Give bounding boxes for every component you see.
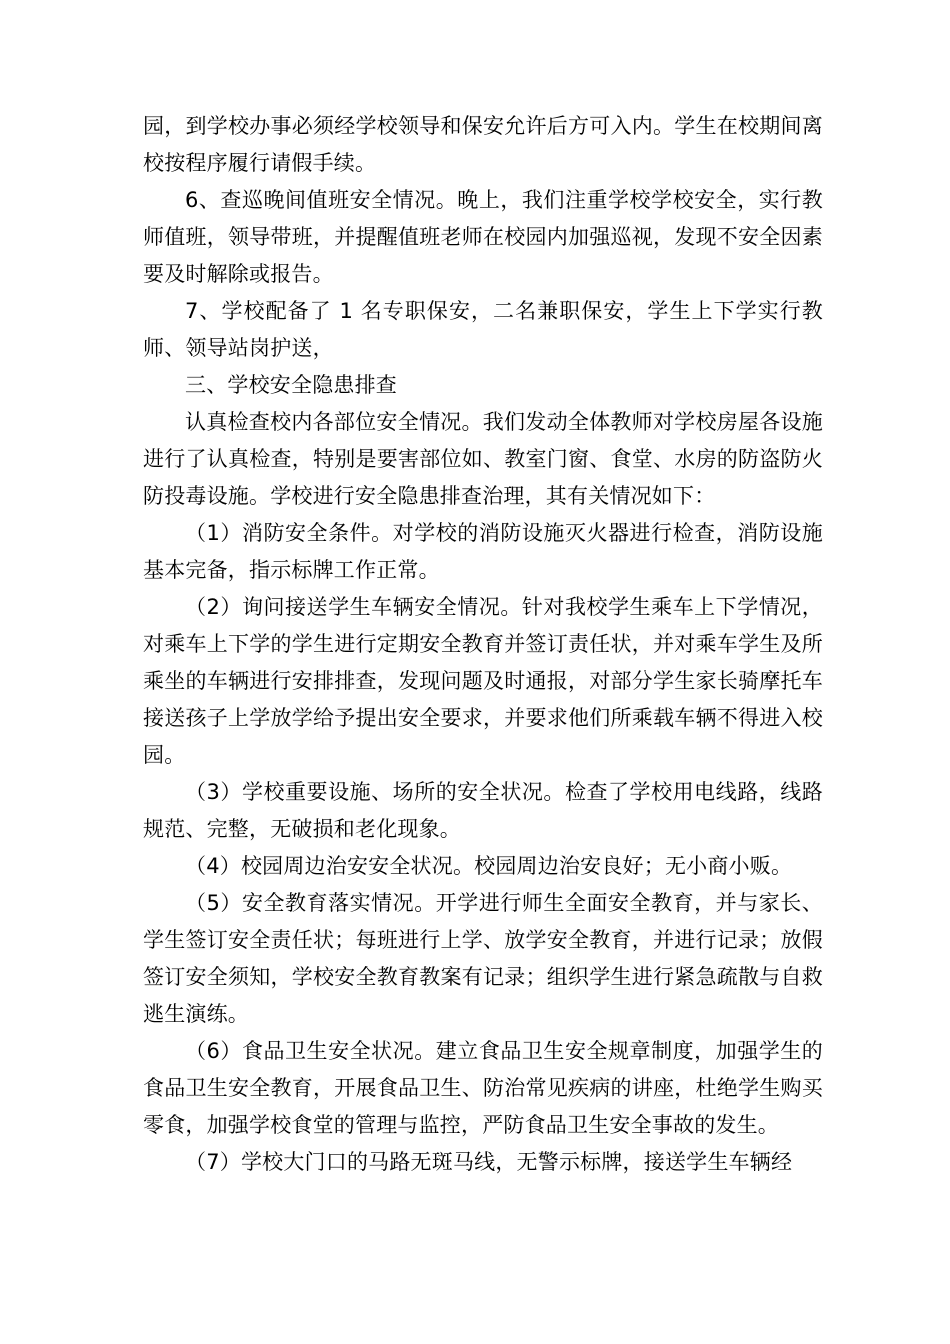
document-body xyxy=(143,108,823,1181)
paragraph-subitem-3: （3）学校重要设施、场所的安全状况。检查了学校用电线路，线路规范、完整，无破损和老化现象。 xyxy=(143,780,823,841)
paragraph-subitem-5: （5）安全教育落实情况。开学进行师生全面安全教育，并与家长、学生签订安全责任状；每班进行上学、放学安全教育，并进行记录；放假签订安全须知，学校安全教育教案有记录；组织学生进行紧急疏散与自救逃生演练。 xyxy=(143,891,823,1026)
paragraph-subitem-1: （1）消防安全条件。对学校的消防设施灭火器进行检查，消防设施基本完备，指示标牌工作正常。 xyxy=(143,521,823,582)
paragraph-item-7: 7、学校配备了 1 名专职保安，二名兼职保安，学生上下学实行教师、领导站岗护送， xyxy=(143,299,823,360)
paragraph-section-intro: 认真检查校内各部位安全情况。我们发动全体教师对学校房屋各设施进行了认真检查，特别是要害部位如、教室门窗、食堂、水房的防盗防火防投毒设施。学校进行安全隐患排查治理，其有关情况如下： xyxy=(143,410,823,508)
paragraph-subitem-7: （7）学校大门口的马路无斑马线，无警示标牌，接送学生车辆经 xyxy=(185,1150,793,1174)
paragraph-subitem-6: （6）食品卫生安全状况。建立食品卫生安全规章制度，加强学生的食品卫生安全教育，开展食品卫生、防治常见疾病的讲座，杜绝学生购买零食，加强学校食堂的管理与监控，严防食品卫生安全事故的发生。 xyxy=(143,1039,823,1137)
paragraph-subitem-4: （4）校园周边治安安全状况。校园周边治安良好；无小商小贩。 xyxy=(185,854,793,878)
paragraph-item-6: 6、查巡晚间值班安全情况。晚上，我们注重学校学校安全，实行教师值班，领导带班，并提醒值班老师在校园内加强巡视，发现不安全因素要及时解除或报告。 xyxy=(143,188,823,286)
section-heading-3: 三、学校安全隐患排查 xyxy=(185,373,397,397)
paragraph-continuation: 园，到学校办事必须经学校领导和保安允许后方可入内。学生在校期间离校按程序履行请假手续。 xyxy=(143,114,823,175)
paragraph-subitem-2: （2）询问接送学生车辆安全情况。针对我校学生乘车上下学情况，对乘车上下学的学生进行定期安全教育并签订责任状，并对乘车学生及所乘坐的车辆进行安排排查，发现问题及时通报，对部分学生家长骑摩托车接送孩子上学放学给予提出安全要求，并要求他们所乘载车辆不得进入校园。 xyxy=(143,595,823,767)
